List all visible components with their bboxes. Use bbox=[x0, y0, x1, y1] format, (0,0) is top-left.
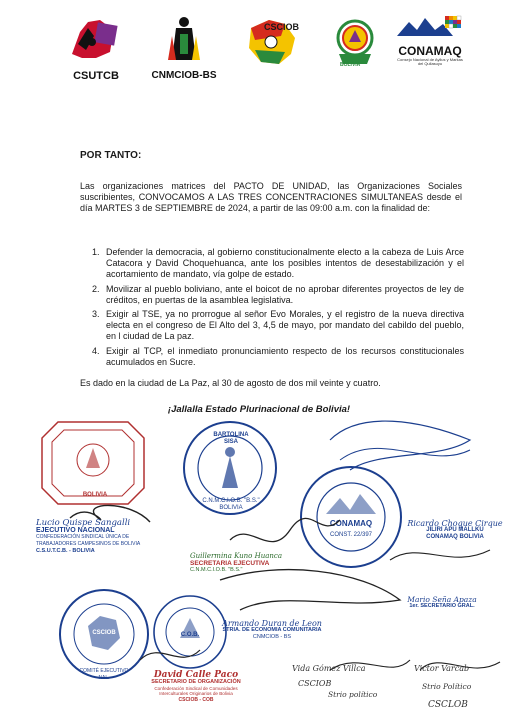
list-item: 4. Exigir al TCP, el inmediato pronunciamiento respecto de los recursos constitucionales acumulados en Sucre. bbox=[92, 345, 464, 367]
closing-line: Es dado en la ciudad de La Paz, al 30 de agosto de dos mil veinte y cuatro. bbox=[80, 378, 381, 388]
handwritten-name-1: Vida Gómez Villca bbox=[292, 664, 366, 673]
intro-paragraph bbox=[80, 181, 462, 214]
cnmciob-logo bbox=[148, 14, 220, 81]
csutcb-logo bbox=[62, 14, 130, 82]
handwritten-role-2: Strio Político bbox=[422, 682, 472, 691]
csutcb-emblem-icon bbox=[66, 14, 126, 64]
signer-role: JILIRI APU MALLKU bbox=[426, 527, 484, 533]
signer-org-short: C.S.U.T.C.B. - BOLIVIA bbox=[36, 548, 95, 554]
cnmciob-label: CNMCIOB-BS bbox=[151, 70, 217, 81]
signer-role: SECRETARIA EJECUTIVA bbox=[190, 560, 270, 567]
signer-org: Confederación Sindical de Comunidades Interculturales Originarios de Bolivia bbox=[154, 686, 238, 697]
cob-seal-label: C.O.B. bbox=[180, 632, 200, 638]
bolivia-shield-logo bbox=[330, 14, 380, 75]
handwritten-org-2: CSCLOB bbox=[428, 700, 468, 710]
woman-figure-icon bbox=[164, 14, 204, 64]
csciob-seal-label: CSCIOB bbox=[92, 630, 116, 636]
handwritten-role-1: Strio político bbox=[328, 690, 378, 699]
signature-block-economia bbox=[212, 620, 332, 641]
conamaq-subtitle: Consejo Nacional de Ayllus y Markas del Qullasuyu bbox=[397, 57, 463, 67]
signer-org: CONFEDERACIÓN SINDICAL ÚNICA DE TRABAJADORES CAMPESINOS DE BOLIVIA bbox=[36, 534, 141, 547]
mountain-icon bbox=[395, 14, 465, 38]
bartolina-seal-label: BARTOLINA SISA bbox=[213, 432, 249, 445]
csciob-label: CSCIOB bbox=[264, 22, 300, 32]
signer-org: CNMCIOB - BS bbox=[252, 634, 292, 640]
demands-list bbox=[92, 247, 464, 371]
handwritten-name-2: Victor Varcab bbox=[414, 664, 470, 673]
conamaq-logo bbox=[394, 14, 466, 67]
signer-name: Ricardo Choque Cirque bbox=[407, 519, 503, 528]
csciob-seal-sub: COMITÉ EJECUTIVO NAL. bbox=[79, 668, 129, 681]
list-item: 3. Exigir al TSE, ya no prorrogue al señor Evo Morales, y el registro de la nueva directiva electa en el congreso de El Alto del 3, 4,5 de mayo, por mandato del cabildo del pueblo, en l ciudad de La paz. bbox=[92, 309, 464, 342]
signer-role: EJECUTIVO NACIONAL bbox=[36, 527, 115, 534]
csutcb-seal-label: BOLIVIA bbox=[82, 492, 108, 498]
list-item: 2. Movilizar al pueblo boliviano, ante el boicot de no aprobar diferentes proyectos de ley de créditos, en puertas de la asamblea legislativa. bbox=[92, 283, 464, 305]
csciob-logo bbox=[238, 14, 308, 75]
motto: ¡Jallalla Estado Plurinacional de Bolivia! bbox=[167, 404, 351, 415]
signer-name: David Calle Paco bbox=[153, 670, 239, 680]
signer-org-short: CSCIOB - COB bbox=[178, 696, 214, 703]
signer-org: CONAMAQ BOLIVIA bbox=[426, 534, 484, 540]
csutcb-label: CSUTCB bbox=[73, 70, 119, 82]
signer-role: STRIA. DE ECONOMIA COMUNITARIA bbox=[222, 627, 322, 633]
signer-name: Mario Seña Apaza bbox=[407, 595, 477, 604]
bolivia-label: BOLIVIA bbox=[340, 62, 361, 68]
conamaq-label: CONAMAQ bbox=[398, 44, 462, 58]
heading-por-tanto: POR TANTO: bbox=[80, 150, 142, 161]
signature-block-conamaq bbox=[400, 520, 510, 541]
conamaq-seal-label: CONAMAQ bbox=[329, 519, 373, 528]
list-item: 1. Defender la democracia, al gobierno constitucionalmente electo a la cabeza de Luis Arce Catacora y David Choquehuanca, ante los posibles intentos de desestabilización y el acortamiento de mandato, vía golpe de estado. bbox=[92, 247, 464, 280]
conamaq-seal-sub: CONST. 22/397 bbox=[329, 532, 373, 538]
signature-block-csutcb bbox=[36, 520, 166, 555]
signer-name: Guillermina Kuno Huanca bbox=[190, 552, 283, 560]
signature-block-secretario bbox=[392, 596, 492, 610]
signer-role: SECRETARIO DE ORGANIZACIÓN bbox=[151, 679, 241, 685]
handwritten-org-1: CSCIOB bbox=[298, 679, 332, 688]
bartolina-seal-sub: C.N.M.C.I.O.B. "B.S." BOLIVIA bbox=[202, 498, 260, 511]
intro-text: Las organizaciones matrices del PACTO DE UNIDAD, las Organizaciones Sociales suscribientes, CONVOCAMOS A LAS TRES CONCENTRACIONES SIMULTANEAS desde el día MARTES 3 de SEPTIEMBRE de 2024, a partir de las 09:00 a.m. con la finalidad de: bbox=[80, 181, 462, 213]
signer-role: 1er. SECRETARIO GRAL. bbox=[409, 603, 475, 609]
signature-block-organizacion bbox=[146, 672, 246, 704]
signer-org: C.N.M.C.I.O.B. "B.S." bbox=[190, 567, 243, 573]
signature-block-cnmciob bbox=[190, 553, 300, 574]
signer-name: Lucio Quispe Sangalli bbox=[36, 518, 131, 528]
signer-name: Armando Duran de Leon bbox=[222, 619, 322, 628]
